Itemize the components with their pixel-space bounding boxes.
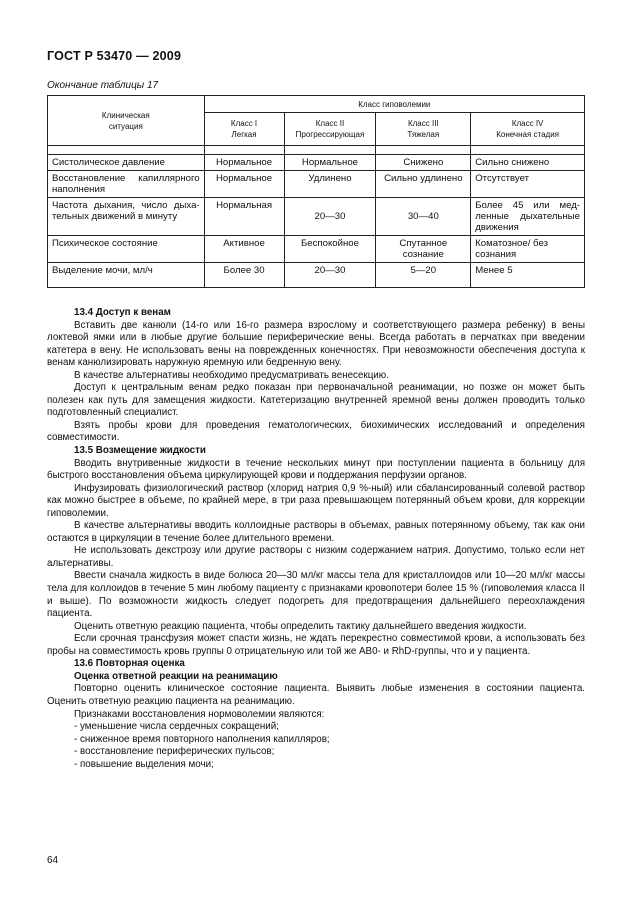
cell-class-3: Снижено xyxy=(376,155,471,171)
paragraph: Оценить ответную реакцию пациента, чтобы определить тактику дальнейшего введения жидкости. xyxy=(74,620,527,632)
table-row xyxy=(48,171,585,198)
table-row xyxy=(48,155,585,171)
row-situation: Восстановление капиллярного наполнения xyxy=(48,171,205,198)
cell-class-1: Более 30 xyxy=(204,263,284,288)
table-header-row xyxy=(48,96,585,113)
cell-class-2: Беспокойное xyxy=(284,236,376,263)
cell-class-1: Нормальная xyxy=(204,198,284,236)
cell-class-1: Активное xyxy=(204,236,284,263)
cell-class-2: 20—30 xyxy=(284,198,376,236)
row-situation: Систолическое давление xyxy=(48,155,205,171)
row-situation: Частота дыхания, число дыха-тельных движений в минуту xyxy=(48,198,205,236)
cell-class-2: 20—30 xyxy=(284,263,376,288)
table-row xyxy=(48,263,585,288)
cell-class-4: Более 45 или мед-ленные дыхательные движения xyxy=(471,198,585,236)
paragraph: В качестве альтернативы вводить коллоидные растворы в объемах, равных потерянному объему, так как они остаются в циркуляции в течение более длительного времени. xyxy=(47,520,585,544)
section-13-6-subtitle: Оценка ответной реакции на реанимацию xyxy=(74,670,278,682)
table-row xyxy=(48,236,585,263)
cell-class-4: Отсутствует xyxy=(471,171,585,198)
cell-class-3: Спутанное сознание xyxy=(376,236,471,263)
paragraph: Взять пробы крови для проведения гематологических, биохимических исследований и определения совместимости. xyxy=(47,419,585,444)
table-caption: Окончание таблицы 17 xyxy=(47,80,159,91)
cell-class-4: Менее 5 xyxy=(471,263,585,288)
header-situation xyxy=(48,96,205,146)
paragraph: Признаками восстановления нормоволемии являются: xyxy=(74,708,325,720)
section-13-4-title: 13.4 Доступ к венам xyxy=(74,307,171,318)
header-situation-line2: ситуация xyxy=(108,121,143,131)
header-class-3: Класс III Тяжелая xyxy=(376,113,471,146)
section-13-6-title: 13.6 Повторная оценка xyxy=(74,658,185,670)
header-class-2: Класс II Прогрессирующая xyxy=(284,113,376,146)
cell-class-3: Сильно удлинено xyxy=(376,171,471,198)
header-class-4: Класс IV Конечная стадия xyxy=(471,113,585,146)
paragraph: Вводить внутривенные жидкости в течение нескольких минут при поступлении пациента в больницу для быстрого восстановления объема циркулирующей крови и поддержания перфузии органов. xyxy=(47,457,585,482)
hypovolemia-table xyxy=(47,95,585,288)
page-number: 64 xyxy=(47,855,59,866)
row-situation: Выделение мочи, мл/ч xyxy=(48,263,205,288)
cell-class-2: Удлинено xyxy=(284,171,376,198)
cell-class-3: 30—40 xyxy=(376,198,471,236)
table-row xyxy=(48,198,585,236)
paragraph: Повторно оценить клиническое состояние пациента. Выявить любые изменения в состоянии пациента. Оценить ответную реакцию пациента на реанимацию. xyxy=(47,683,585,707)
paragraph: Доступ к центральным венам редко показан при первоначальной реанимации, но позже он может быть полезен как путь для замещения жидкости. Катетеризацию внутренней яремной вены должен проводить только подготовленный специалист. xyxy=(47,382,585,419)
cell-class-4: Коматозное/ без сознания xyxy=(471,236,585,263)
document-standard-header: ГОСТ Р 53470 — 2009 xyxy=(47,49,182,63)
body-text xyxy=(47,307,585,771)
cell-class-1: Нормальное xyxy=(204,171,284,198)
paragraph: Вставить две канюли (14-го или 16-го размера взрослому и соответствующего размера ребенку) в вены локтевой ямки или в любые другие большие периферические вены. Всегда работать в перчатках при введении катетера в вену. Не использовать вены на поврежденных конечностях. При невозможности обеспечения доступа к венам канюлизировать наружную яремную или бедренную вену. xyxy=(47,319,585,369)
cell-class-1: Нормальное xyxy=(204,155,284,171)
list-item: - уменьшение числа сердечных сокращений; xyxy=(74,721,279,733)
list-item: - восстановление периферических пульсов; xyxy=(74,746,275,758)
paragraph: Если срочная трансфузия может спасти жизнь, не ждать перекрестно совместимой крови, а использовать без пробы на совместимость кровь группы 0 отрицательную или той же АВ0- и RhD-группы, что и у пациента. xyxy=(47,633,585,657)
list-item: - сниженное время повторного наполнения капилляров; xyxy=(74,733,330,745)
section-13-5-title: 13.5 Возмещение жидкости xyxy=(74,445,206,457)
paragraph: Ввести сначала жидкость в виде болюса 20—30 мл/кг массы тела для кристаллоидов или 10—20 мл/кг массы тела для коллоидов в течение 5 мин любому пациенту с признаками кровопотери более 15 % (гиповолемия класса II и выше). По возможности жидкость следует подогреть для предотвращения дальнейшего переохлаждения пациента. xyxy=(47,570,585,620)
header-situation-line1: Клиническая xyxy=(101,110,150,120)
row-situation: Психическое состояние xyxy=(48,236,205,263)
cell-class-3: 5—20 xyxy=(376,263,471,288)
header-hypovolemia-class: Класс гиповолемии xyxy=(204,96,584,113)
paragraph: Не использовать декстрозу или другие растворы с низким содержанием натрия. Допустимо, только если нет альтернативы. xyxy=(47,545,585,569)
paragraph: В качестве альтернативы необходимо предусматривать венесекцию. xyxy=(74,369,389,381)
cell-class-4: Сильно снижено xyxy=(471,155,585,171)
table-gap-row xyxy=(48,146,585,155)
paragraph: Инфузировать физиологический раствор (хлорид натрия 0,9 %-ный) или сбалансированный солевой раствор как можно быстрее в объеме, по крайней мере, в три раза превышающем потерянный объем крови, для коррекции гиповолемии. xyxy=(47,482,585,519)
header-class-1: Класс I Легкая xyxy=(204,113,284,146)
list-item: - повышение выделения мочи; xyxy=(74,758,214,770)
cell-class-2: Нормальное xyxy=(284,155,376,171)
